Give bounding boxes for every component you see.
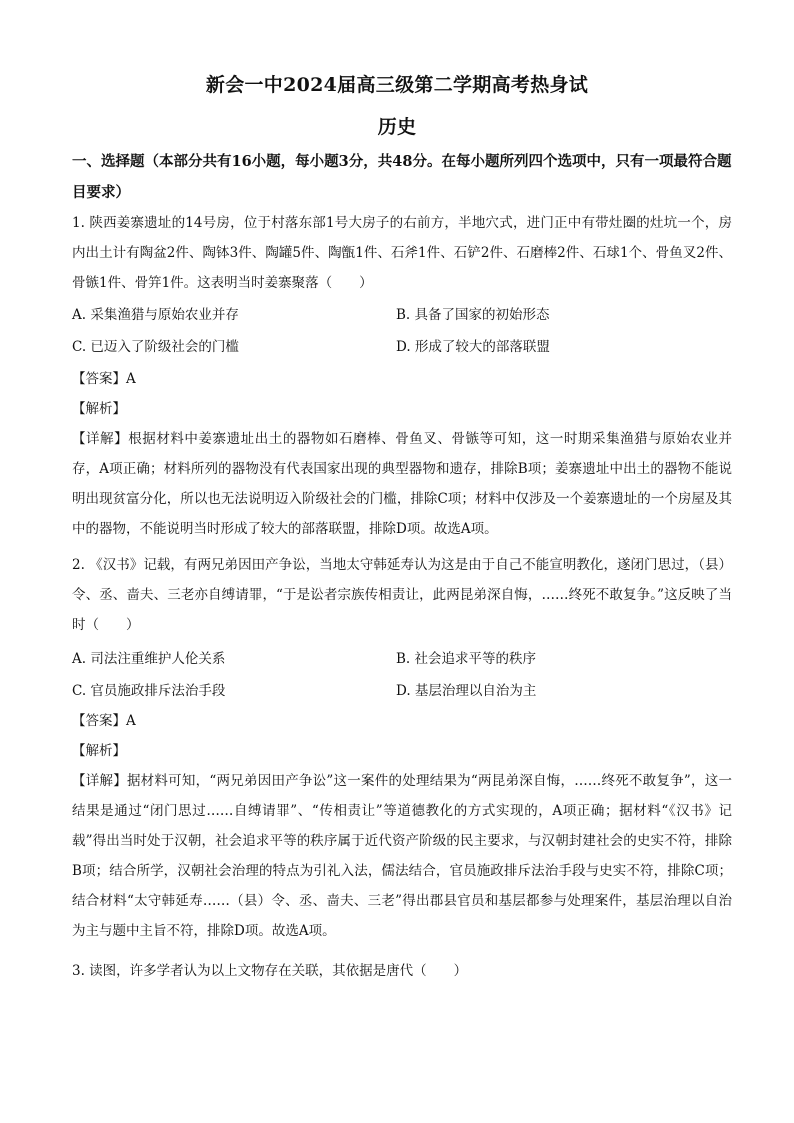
question-2-options-row-2 (72, 676, 732, 706)
question-2-option-a: A. 司法注重维护人伦关系 (72, 651, 226, 667)
question-2-option-b: B. 社会追求平等的秩序 (396, 651, 537, 667)
question-1-analysis-label: 【解析】 (72, 401, 126, 417)
question-1-option-d: D. 形成了较大的部落联盟 (396, 339, 550, 355)
subject-title: 历史 (377, 116, 417, 138)
question-2-options-row-1 (72, 644, 732, 674)
question-1-options-row-1 (72, 300, 732, 330)
question-2-option-d: D. 基层治理以自治为主 (396, 683, 537, 699)
question-1-answer: 【答案】A (72, 371, 136, 387)
question-1-option-c: C. 已迈入了阶级社会的门槛 (72, 339, 239, 355)
question-2-explanation: 【详解】据材料可知，“两兄弟因田产争讼”这一案件的处理结果为“两昆弟深自悔，……终死不敢复争”，这一结果是通过“闭门思过……自缚请罪”、“传相责让”等道德教化的方式实现的，A项正确；据材料“《汉书》记载”得出当时处于汉朝，社会追求平等的秩序属于近代资产阶级的民主要求，与汉朝封建社会的史实不符，排除B项；结合所学，汉朝社会治理的特点为引礼入法，儒法结合，官员施政排斥法治手段与史实不符，排除C项；结合材料“太守韩延寿……（县）令、丞、啬夫、三老”得出郡县官员和基层都参与处理案件，基层治理以自治为主与题中主旨不符，排除D项。故选A项。 (72, 773, 732, 939)
question-3-stem: 3. 读图，许多学者认为以上文物存在关联，其依据是唐代（ ） (72, 963, 468, 979)
question-2-stem: 2. 《汉书》记载，有两兄弟因田产争讼，当地太守韩延寿认为这是由于自己不能宣明教化，遂闭门思过，（县）令、丞、啬夫、三老亦自缚请罪，“于是讼者宗族传相责让，此两昆弟深自悔，……终死不敢复争。”这反映了当时（ ） (72, 557, 732, 633)
question-1-options-row-2 (72, 332, 732, 362)
question-2-answer: 【答案】A (72, 713, 136, 729)
question-2-analysis-label: 【解析】 (72, 743, 126, 759)
question-1-explanation: 【详解】根据材料中姜寨遗址出土的器物如石磨棒、骨鱼叉、骨镞等可知，这一时期采集渔猎与原始农业并存，A项正确；材料所列的器物没有代表国家出现的典型器物和遗存，排除B项；姜寨遗址中出土的器物不能说明出现贫富分化，所以也无法说明迈入阶级社会的门槛，排除C项；材料中仅涉及一个姜寨遗址的一个房屋及其中的器物，不能说明当时形成了较大的部落联盟，排除D项。故选A项。 (72, 431, 732, 537)
question-1-option-a: A. 采集渔猎与原始农业并存 (72, 307, 239, 323)
question-1-option-b: B. 具备了国家的初始形态 (396, 307, 550, 323)
question-1-stem: 1. 陕西姜寨遗址的14号房，位于村落东部1号大房子的右前方，半地穴式，进门正中有带灶圈的灶坑一个，房内出土计有陶盆2件、陶钵3件、陶罐5件、陶甑1件、石斧1件、石铲2件、石磨棒2件、石球1个、骨鱼叉2件、骨镞1件、骨笄1件。这表明当时姜寨聚落（ ） (72, 215, 732, 291)
exam-title: 新会一中2024届高三级第二学期高考热身试 (205, 74, 589, 96)
section-heading: 一、选择题（本部分共有16小题，每小题3分，共48分。在每小题所列四个选项中，只有一项最符合题目要求） (72, 153, 732, 201)
question-2-option-c: C. 官员施政排斥法治手段 (72, 683, 226, 699)
